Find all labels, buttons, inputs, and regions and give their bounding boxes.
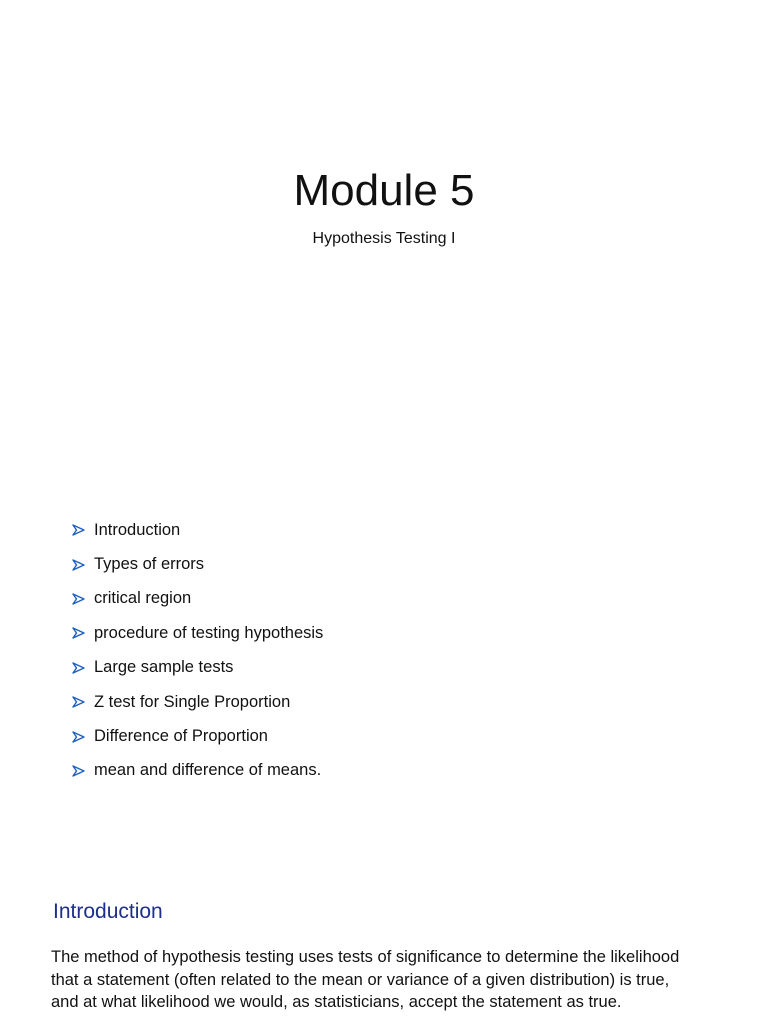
arrow-bullet-icon [72, 660, 88, 676]
topic-label: Z test for Single Proportion [94, 692, 291, 711]
introduction-paragraph: The method of hypothesis testing uses tests of significance to determine the likelihood that a statement (often related to the mean or variance of a given distribution) is true, and at what likelihood we would, as statisticians, accept the statement as true. [51, 948, 680, 1011]
page-title: Module 5 [293, 166, 475, 215]
arrow-bullet-icon [72, 591, 88, 607]
topic-list [72, 513, 323, 788]
topic-label: Types of errors [94, 555, 205, 574]
list-item [72, 685, 323, 719]
page-subtitle: Hypothesis Testing I [312, 230, 456, 247]
list-item [72, 513, 323, 547]
topic-label: procedure of testing hypothesis [94, 623, 324, 642]
topic-label: Large sample tests [94, 658, 234, 677]
topic-label: mean and difference of means. [94, 761, 322, 780]
section-heading-introduction: Introduction [53, 900, 163, 923]
arrow-bullet-icon [72, 625, 88, 641]
topic-label: Difference of Proportion [94, 727, 268, 746]
arrow-bullet-icon [72, 522, 88, 538]
list-item [72, 616, 323, 650]
list-item [72, 547, 323, 581]
topic-label: critical region [94, 589, 192, 608]
list-item [72, 582, 323, 616]
list-item [72, 719, 323, 753]
topic-label: Introduction [94, 520, 181, 539]
arrow-bullet-icon [72, 729, 88, 745]
arrow-bullet-icon [72, 557, 88, 573]
list-item [72, 754, 323, 788]
arrow-bullet-icon [72, 763, 88, 779]
arrow-bullet-icon [72, 694, 88, 710]
list-item [72, 651, 323, 685]
